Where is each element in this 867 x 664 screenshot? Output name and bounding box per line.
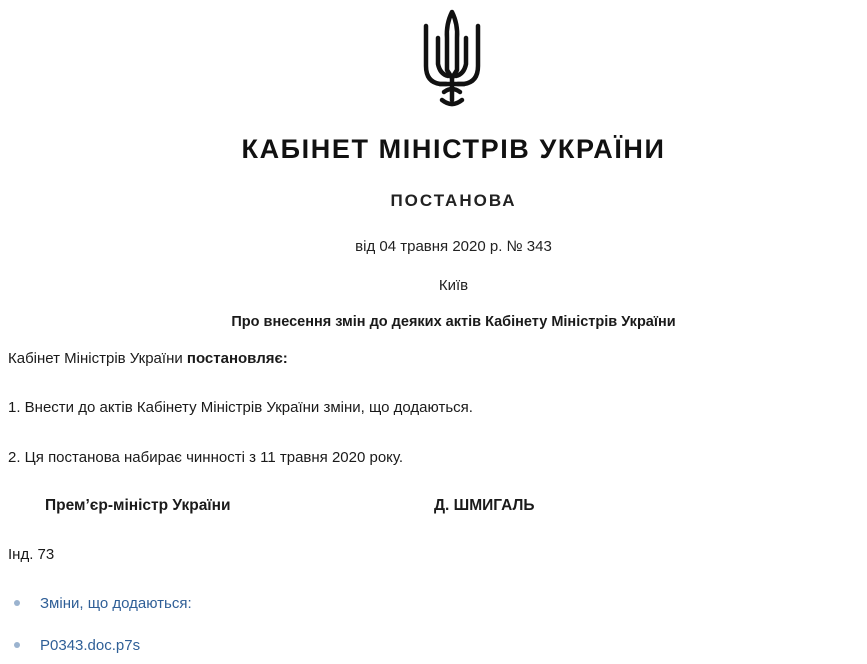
- bullet-icon: [14, 600, 20, 606]
- paragraph-1: 1. Внести до актів Кабінету Міністрів України зміни, що додаються.: [8, 399, 473, 416]
- issuer-title: КАБІНЕТ МІНІСТРІВ УКРАЇНИ: [241, 134, 666, 164]
- document-date-number: від 04 травня 2020 р. № 343: [355, 238, 552, 255]
- document-city: Київ: [438, 277, 469, 294]
- attachment-list-item: [14, 595, 192, 612]
- document-index: Інд. 73: [8, 546, 55, 563]
- decree-prefix: Кабінет Міністрів України: [8, 350, 187, 367]
- attachment-link-signature-file[interactable]: P0343.doc.p7s: [40, 637, 141, 654]
- document-subject: Про внесення змін до деяких актів Кабінету Міністрів України: [231, 314, 676, 330]
- paragraph-2: 2. Ця постанова набирає чинності з 11 травня 2020 року.: [8, 449, 404, 466]
- decree-line: [8, 350, 288, 367]
- signatory-position: Прем’єр-міністр України: [45, 497, 231, 514]
- attachment-link-changes[interactable]: Зміни, що додаються:: [40, 595, 192, 612]
- trident-coat-of-arms-icon: [416, 8, 488, 112]
- bullet-icon: [14, 642, 20, 648]
- signatory-name: Д. ШМИГАЛЬ: [434, 497, 535, 514]
- document-type: ПОСТАНОВА: [390, 191, 517, 210]
- decree-verb: постановляє:: [186, 350, 288, 367]
- attachment-list-item: [14, 637, 140, 654]
